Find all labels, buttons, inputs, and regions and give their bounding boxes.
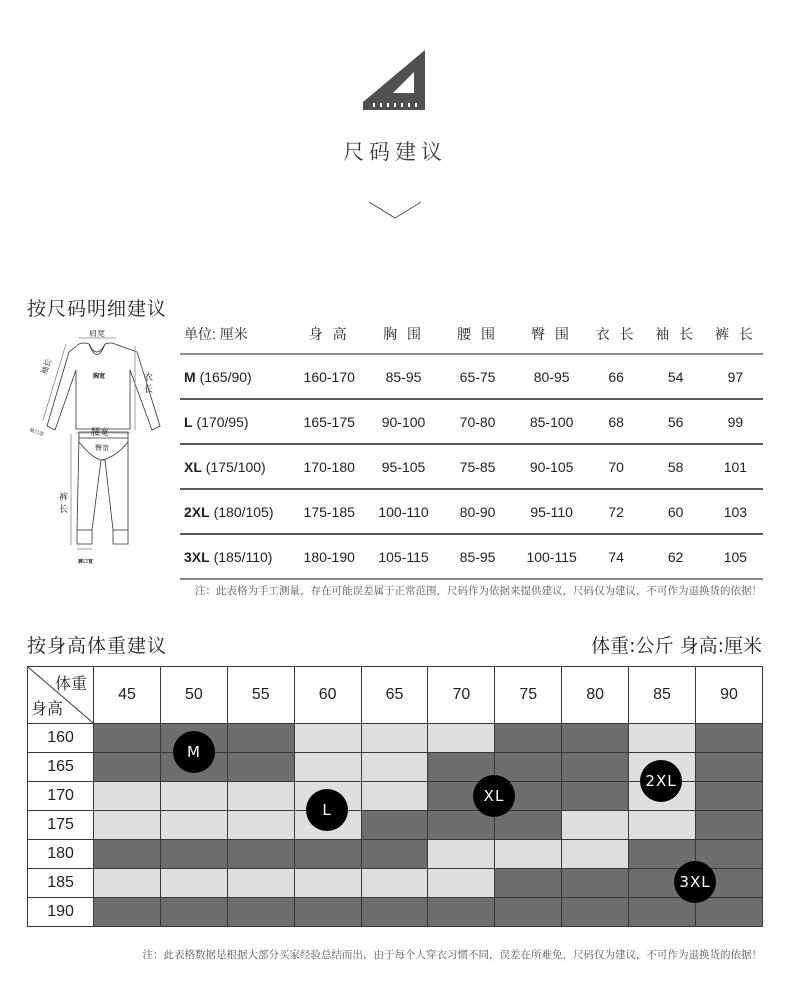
grid-cell bbox=[495, 840, 562, 869]
size-badge: 2XL bbox=[640, 760, 682, 802]
col-unit: 单位: 厘米 bbox=[180, 315, 292, 354]
grid-cell bbox=[94, 869, 161, 898]
corner-height-label: 身高 bbox=[31, 701, 64, 718]
grid-cell bbox=[495, 898, 562, 927]
grid-cell bbox=[294, 840, 361, 869]
grid-cell bbox=[562, 782, 629, 811]
grid-cell bbox=[428, 724, 495, 753]
table-row bbox=[180, 489, 763, 534]
svg-text:裤: 裤 bbox=[59, 493, 69, 503]
grid-cell bbox=[495, 724, 562, 753]
size-name: 3XL bbox=[184, 548, 210, 565]
weight-header: 55 bbox=[227, 667, 294, 724]
weight-header: 85 bbox=[629, 667, 696, 724]
cell-sleeve: 56 bbox=[644, 399, 708, 444]
cell-hip: 95-110 bbox=[514, 489, 588, 534]
grid-cell bbox=[227, 869, 294, 898]
cell-chest: 100-110 bbox=[366, 489, 440, 534]
grid-row bbox=[28, 840, 763, 869]
size-spec: (165/90) bbox=[199, 368, 252, 385]
height-header: 175 bbox=[28, 811, 94, 840]
grid-row bbox=[28, 724, 763, 753]
grid-cell bbox=[361, 869, 428, 898]
cell-chest: 85-95 bbox=[366, 354, 440, 399]
weight-header: 50 bbox=[160, 667, 227, 724]
weight-header: 90 bbox=[695, 667, 762, 724]
grid-cell bbox=[361, 898, 428, 927]
size-name: 2XL bbox=[184, 503, 210, 520]
corner-weight-label: 体重 bbox=[55, 676, 88, 693]
cell-waist: 80-90 bbox=[441, 489, 515, 534]
grid-cell bbox=[562, 811, 629, 840]
svg-text:袖口宽: 袖口宽 bbox=[28, 427, 45, 439]
height-header: 185 bbox=[28, 869, 94, 898]
grid-cell bbox=[227, 811, 294, 840]
grid-row bbox=[28, 869, 763, 898]
cell-sleeve: 62 bbox=[644, 534, 708, 579]
cell-height: 175-185 bbox=[292, 489, 366, 534]
cell-waist: 65-75 bbox=[441, 354, 515, 399]
grid-cell bbox=[94, 898, 161, 927]
cell-height: 180-190 bbox=[292, 534, 366, 579]
cell-waist: 75-85 bbox=[441, 444, 515, 489]
grid-cell bbox=[629, 898, 696, 927]
units-label: 体重:公斤 身高:厘米 bbox=[591, 635, 762, 657]
grid-cell bbox=[160, 811, 227, 840]
grid-cell bbox=[227, 898, 294, 927]
grid-cell bbox=[160, 898, 227, 927]
height-weight-note: 注：此表格数据是根据大部分买家经验总结而出，由于每个人穿衣习惯不同，误差在所难免，尺码仅为建议，不可作为退换货的依据！ bbox=[142, 949, 762, 961]
size-badge: 3XL bbox=[674, 861, 716, 903]
weight-header: 60 bbox=[294, 667, 361, 724]
grid-cell bbox=[695, 782, 762, 811]
size-cell bbox=[180, 444, 292, 489]
grid-cell bbox=[629, 724, 696, 753]
col-height: 身 高 bbox=[292, 315, 366, 354]
grid-cell bbox=[160, 782, 227, 811]
cell-chest: 90-100 bbox=[366, 399, 440, 444]
cell-length: 72 bbox=[589, 489, 644, 534]
cell-pants: 105 bbox=[708, 534, 763, 579]
garment-measurement-diagram bbox=[27, 330, 167, 575]
grid-cell bbox=[294, 753, 361, 782]
cell-pants: 99 bbox=[708, 399, 763, 444]
cell-length: 68 bbox=[589, 399, 644, 444]
chevron-down-icon bbox=[368, 200, 422, 220]
grid-cell bbox=[294, 869, 361, 898]
size-spec: (185/110) bbox=[213, 548, 273, 565]
size-cell bbox=[180, 399, 292, 444]
grid-cell bbox=[562, 753, 629, 782]
grid-cell bbox=[562, 840, 629, 869]
size-name: M bbox=[184, 368, 196, 385]
height-header: 190 bbox=[28, 898, 94, 927]
grid-corner-cell bbox=[28, 667, 94, 724]
cell-height: 170-180 bbox=[292, 444, 366, 489]
size-badge: M bbox=[173, 731, 215, 773]
svg-text:胸宽: 胸宽 bbox=[93, 373, 106, 380]
grid-header-row bbox=[28, 667, 763, 724]
grid-cell bbox=[227, 724, 294, 753]
table-row bbox=[180, 399, 763, 444]
col-pants: 裤 长 bbox=[708, 315, 763, 354]
height-header: 160 bbox=[28, 724, 94, 753]
weight-header: 45 bbox=[94, 667, 161, 724]
grid-row bbox=[28, 811, 763, 840]
size-detail-table bbox=[180, 315, 763, 580]
size-cell bbox=[180, 489, 292, 534]
col-sleeve: 袖 长 bbox=[644, 315, 708, 354]
height-header: 180 bbox=[28, 840, 94, 869]
size-spec: (170/95) bbox=[196, 413, 249, 430]
cell-pants: 97 bbox=[708, 354, 763, 399]
page-title: 尺码建议 bbox=[343, 140, 447, 164]
cell-hip: 100-115 bbox=[514, 534, 588, 579]
svg-text:腰宽: 腰宽 bbox=[91, 428, 110, 438]
cell-waist: 70-80 bbox=[441, 399, 515, 444]
table-row bbox=[180, 354, 763, 399]
cell-chest: 105-115 bbox=[366, 534, 440, 579]
svg-text:长: 长 bbox=[144, 385, 154, 395]
grid-cell bbox=[428, 898, 495, 927]
svg-text:袖长: 袖长 bbox=[39, 357, 54, 376]
grid-cell bbox=[160, 840, 227, 869]
cell-chest: 95-105 bbox=[366, 444, 440, 489]
table-row bbox=[180, 534, 763, 579]
grid-cell bbox=[428, 869, 495, 898]
size-cell bbox=[180, 534, 292, 579]
svg-text:裤口宽: 裤口宽 bbox=[78, 559, 94, 565]
size-name: L bbox=[184, 413, 193, 430]
grid-cell bbox=[629, 811, 696, 840]
cell-sleeve: 58 bbox=[644, 444, 708, 489]
height-header: 170 bbox=[28, 782, 94, 811]
cell-length: 70 bbox=[589, 444, 644, 489]
cell-sleeve: 54 bbox=[644, 354, 708, 399]
cell-hip: 80-95 bbox=[514, 354, 588, 399]
table-header-row bbox=[180, 315, 763, 354]
grid-cell bbox=[428, 840, 495, 869]
cell-length: 66 bbox=[589, 354, 644, 399]
cell-height: 165-175 bbox=[292, 399, 366, 444]
grid-cell bbox=[294, 724, 361, 753]
cell-pants: 101 bbox=[708, 444, 763, 489]
section-title-height-weight: 按身高体重建议 bbox=[27, 635, 168, 657]
grid-cell bbox=[495, 811, 562, 840]
svg-text:臀宽: 臀宽 bbox=[95, 444, 109, 452]
cell-hip: 90-105 bbox=[514, 444, 588, 489]
grid-cell bbox=[361, 840, 428, 869]
grid-cell bbox=[361, 724, 428, 753]
grid-cell bbox=[695, 811, 762, 840]
grid-cell bbox=[94, 840, 161, 869]
weight-header: 65 bbox=[361, 667, 428, 724]
grid-cell bbox=[695, 898, 762, 927]
section-title-size-detail: 按尺码明细建议 bbox=[27, 298, 168, 320]
height-header: 165 bbox=[28, 753, 94, 782]
grid-cell bbox=[695, 724, 762, 753]
size-table-note: 注：此表格为手工测量，存在可能误差属于正常范围，尺码作为依据来提供建议，尺码仅为建议，不可作为退换货的依据！ bbox=[195, 585, 762, 597]
weight-header: 70 bbox=[428, 667, 495, 724]
col-hip: 臀 围 bbox=[514, 315, 588, 354]
svg-text:衣: 衣 bbox=[144, 373, 154, 383]
grid-cell bbox=[227, 840, 294, 869]
label-shoulder: 肩宽 bbox=[89, 330, 105, 338]
cell-length: 74 bbox=[589, 534, 644, 579]
grid-cell bbox=[361, 782, 428, 811]
size-cell bbox=[180, 354, 292, 399]
grid-cell bbox=[361, 753, 428, 782]
grid-row bbox=[28, 898, 763, 927]
grid-cell bbox=[562, 724, 629, 753]
grid-cell bbox=[294, 898, 361, 927]
size-spec: (175/100) bbox=[205, 458, 266, 475]
grid-cell bbox=[94, 724, 161, 753]
col-length: 衣 长 bbox=[589, 315, 644, 354]
cell-waist: 85-95 bbox=[441, 534, 515, 579]
col-waist: 腰 围 bbox=[441, 315, 515, 354]
table-row bbox=[180, 444, 763, 489]
grid-cell bbox=[361, 811, 428, 840]
grid-cell bbox=[160, 869, 227, 898]
cell-hip: 85-100 bbox=[514, 399, 588, 444]
cell-sleeve: 60 bbox=[644, 489, 708, 534]
size-badge: L bbox=[306, 789, 348, 831]
grid-cell bbox=[495, 869, 562, 898]
size-spec: (180/105) bbox=[213, 503, 274, 520]
grid-cell bbox=[94, 811, 161, 840]
col-chest: 胸 围 bbox=[366, 315, 440, 354]
grid-cell bbox=[695, 753, 762, 782]
grid-cell bbox=[227, 753, 294, 782]
weight-header: 80 bbox=[562, 667, 629, 724]
size-name: XL bbox=[184, 458, 202, 475]
grid-cell bbox=[562, 869, 629, 898]
grid-cell bbox=[227, 782, 294, 811]
grid-cell bbox=[94, 782, 161, 811]
size-badge: XL bbox=[473, 775, 515, 817]
weight-header: 75 bbox=[495, 667, 562, 724]
cell-height: 160-170 bbox=[292, 354, 366, 399]
triangle-ruler-icon bbox=[363, 50, 425, 110]
svg-text:长: 长 bbox=[59, 505, 69, 515]
grid-cell bbox=[562, 898, 629, 927]
grid-cell bbox=[94, 753, 161, 782]
cell-pants: 103 bbox=[708, 489, 763, 534]
